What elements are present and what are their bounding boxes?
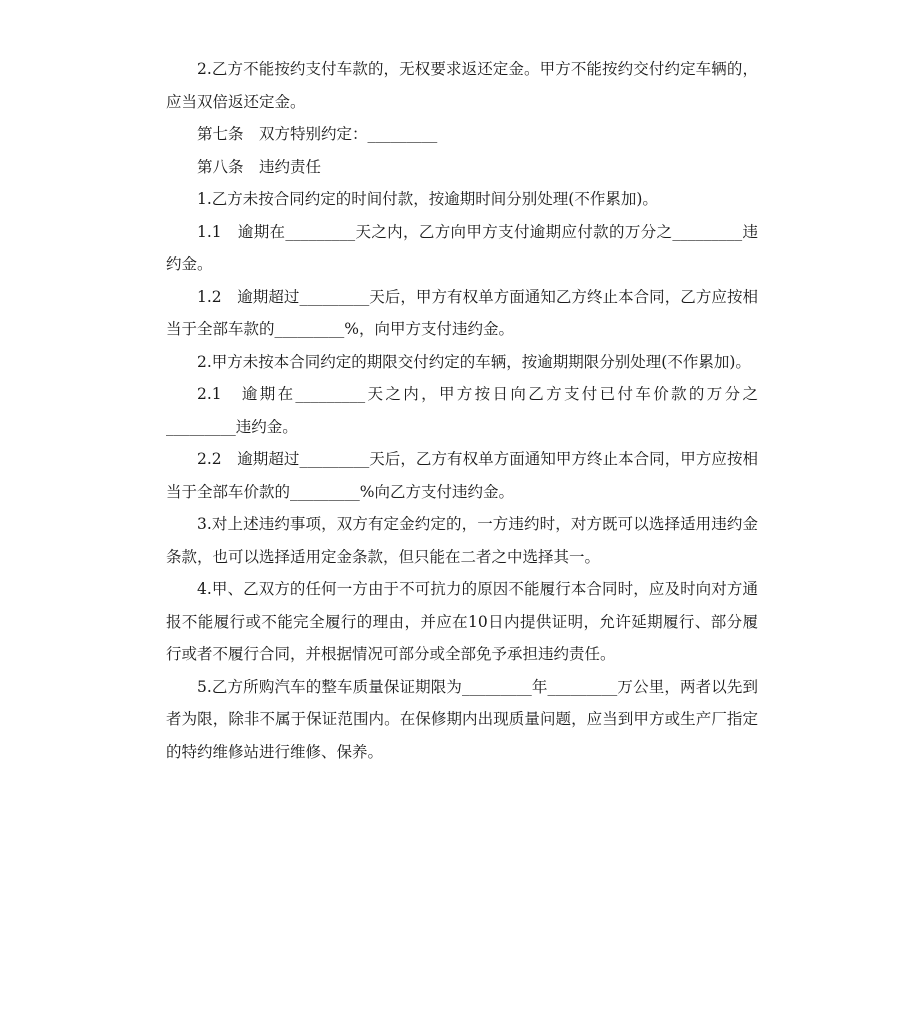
paragraph-force-majeure: 4.甲、乙双方的任何一方由于不可抗力的原因不能履行本合同时，应及时向对方通报不能履行或不能完全履行的理由，并应在10日内提供证明，允许延期履行、部分履行或者不履行合同，并根据情况可部分或全部免予承担违约责任。: [166, 580, 758, 663]
paragraph-buyer-late-payment: 1.乙方未按合同约定的时间付款，按逾期时间分别处理(不作累加)。: [197, 190, 658, 208]
paragraph-deposit-choice: 3.对上述违约事项，双方有定金约定的，一方违约时，对方既可以选择适用违约金条款，也可以选择适用定金条款，但只能在二者之中选择其一。: [166, 515, 758, 566]
paragraph-seller-late-delivery: 2.甲方未按本合同约定的期限交付约定的车辆，按逾期期限分别处理(不作累加)。: [197, 352, 751, 371]
article-8-heading: 第八条 违约责任: [197, 157, 322, 176]
paragraph-warranty: 5.乙方所购汽车的整车质量保证期限为_________年_________万公里，两者以先到者为限，除非不属于保证范围内。在保修期内出现质量问题，应当到甲方或生产厂指定的特约维修站进行维修、保养。: [166, 677, 758, 761]
paragraph-1-1: 1.1 逾期在_________天之内，乙方向甲方支付逾期应付款的万分之_________违约金。: [166, 222, 758, 273]
article-7-heading: 第七条 双方特别约定：_________: [197, 125, 438, 143]
paragraph-2-2: 2.2 逾期超过_________天后，乙方有权单方面通知甲方终止本合同，甲方应按相当于全部车价款的_________%向乙方支付违约金。: [166, 450, 758, 501]
paragraph-1-2: 1.2 逾期超过_________天后，甲方有权单方面通知乙方终止本合同，乙方应按相当于全部车款的_________%，向甲方支付违约金。: [166, 287, 758, 338]
paragraph-deposit-clause: 2.乙方不能按约支付车款的，无权要求返还定金。甲方不能按约交付约定车辆的，应当双倍返还定金。: [166, 60, 758, 111]
paragraph-2-1: 2.1 逾期在_________天之内，甲方按日向乙方支付已付车价款的万分之_________违约金。: [166, 385, 758, 436]
document-body: [166, 53, 758, 768]
